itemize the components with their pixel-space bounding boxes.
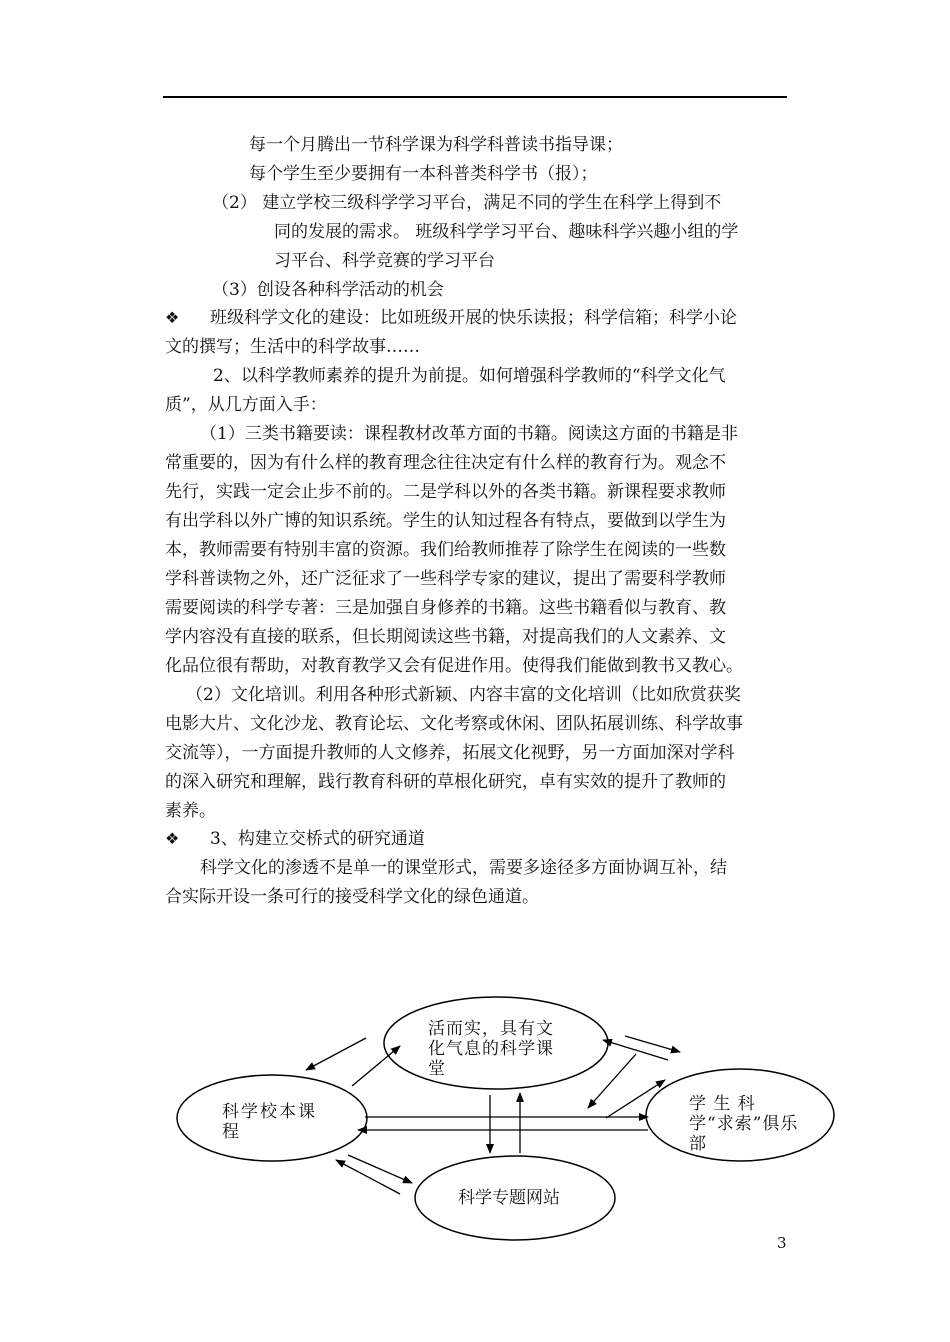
text-line: 素养。	[165, 801, 216, 821]
text-line: 的深入研究和理解，践行教育科研的草根化研究，卓有实效的提升了教师的	[165, 772, 726, 792]
text-line: 每个学生至少要拥有一本科普类科学书（报）；	[249, 164, 598, 184]
text-line: 交流等），一方面提升教师的人文修养，拓展文化视野，另一方面加深对学科	[165, 743, 735, 763]
arrow	[336, 1160, 400, 1194]
arrow	[306, 1038, 366, 1070]
arrow	[606, 1080, 665, 1118]
node-top-label: 活而实，具有文化气息的科学课堂	[428, 1019, 554, 1079]
page-number: 3	[777, 1234, 787, 1252]
node-bottom-label: 科学专题网站	[458, 1188, 560, 1208]
diamond-bullet-icon: ❖	[165, 829, 180, 848]
text-line: （1）三类书籍要读：课程教材改革方面的书籍。阅读这方面的书籍是非	[200, 424, 738, 444]
text-line: 学科普读物之外，还广泛征求了一些科学专家的建议，提出了需要科学教师	[165, 569, 726, 589]
text-line: 常重要的，因为有什么样的教育理念往往决定有什么样的教育行为。观念不	[165, 453, 726, 473]
text-line: 有出学科以外广博的知识系统。学生的认知过程各有特点，要做到以学生为	[165, 511, 726, 531]
text-line: 2、以科学教师素养的提升为前提。如何增强科学教师的“科学文化气	[213, 366, 726, 386]
arrow	[352, 1046, 400, 1086]
text-line: 合实际开设一条可行的接受科学文化的绿色通道。	[165, 887, 539, 907]
text-line: 3、构建立交桥式的研究通道	[210, 829, 425, 849]
text-line: 化品位很有帮助，对教育教学又会有促进作用。使得我们能做到教书又教心。	[165, 656, 743, 676]
text-line: 质”，从几方面入手：	[165, 395, 327, 415]
text-line: 文的撰写；生活中的科学故事……	[165, 337, 420, 357]
text-line: 先行，实践一定会止步不前的。二是学科以外的各类书籍。新课程要求教师	[165, 482, 726, 502]
text-line: 学内容没有直接的联系，但长期阅读这些书籍，对提高我们的人文素养、文	[165, 627, 726, 647]
text-line: 每一个月腾出一节科学课为科学科普读书指导课；	[249, 135, 623, 155]
text-line: （2） 建立学校三级科学学习平台，满足不同的学生在科学上得到不	[212, 193, 722, 213]
text-line: 习平台、科学竞赛的学习平台	[274, 251, 495, 271]
arrow	[588, 1054, 636, 1108]
node-left-label: 科学校本课程	[222, 1102, 317, 1142]
text-line: 本，教师需要有特别丰富的资源。我们给教师推荐了除学生在阅读的一些数	[165, 540, 726, 560]
node-right-label: 学 生 科 学“求索”俱乐部	[689, 1094, 799, 1154]
diamond-bullet-icon: ❖	[165, 308, 180, 327]
text-line: 同的发展的需求。 班级科学学习平台、趣味科学兴趣小组的学	[274, 222, 739, 242]
arrow	[348, 1155, 412, 1183]
text-line: 科学文化的渗透不是单一的课堂形式，需要多途径多方面协调互补，结	[200, 858, 727, 878]
text-line: 电影大片、文化沙龙、教育论坛、文化考察或休闲、团队拓展训练、科学故事	[165, 714, 743, 734]
text-line: （2）文化培训。利用各种形式新颖、内容丰富的文化培训（比如欣赏获奖	[186, 685, 741, 705]
text-line: 班级科学文化的建设：比如班级开展的快乐读报；科学信箱；科学小论	[210, 308, 737, 328]
text-line: （3）创设各种科学活动的机会	[212, 280, 444, 300]
arrow	[603, 1040, 668, 1060]
text-line: 需要阅读的科学专著：三是加强自身修养的书籍。这些书籍看似与教育、教	[165, 598, 726, 618]
